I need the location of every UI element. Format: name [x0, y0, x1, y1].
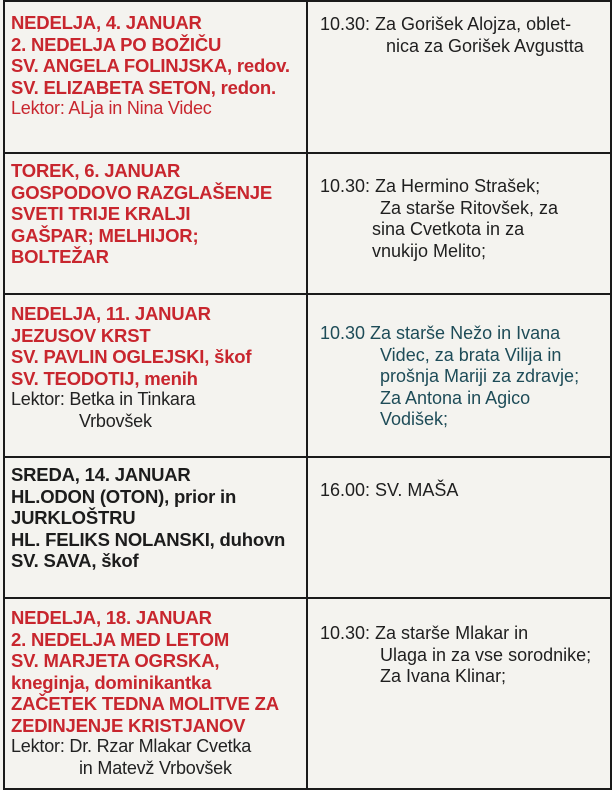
- day-line: JURKLOŠTRU: [11, 507, 136, 528]
- day-line: SV. MARJETA OGRSKA,: [11, 650, 220, 671]
- mass-line: Za starše Ritovšek, za: [380, 197, 559, 218]
- day-cell: [4, 153, 307, 294]
- day-date: NEDELJA, 11. JANUAR: [11, 303, 211, 324]
- day-line: GAŠPAR; MELHIJOR;: [11, 224, 199, 246]
- day-cell: [4, 294, 307, 457]
- day-cell: [4, 457, 307, 598]
- day-line: kneginja, dominikantka: [11, 671, 212, 693]
- mass-cell: [307, 294, 611, 457]
- mass-line: 16.00: SV. MAŠA: [320, 480, 459, 500]
- day-cell: [4, 1, 307, 153]
- day-line: JEZUSOV KRST: [11, 324, 151, 346]
- lector-line: in Matevž Vrbovšek: [79, 757, 232, 778]
- mass-cell: [307, 598, 611, 789]
- mass-line: sina Cvetkota in za: [372, 219, 525, 239]
- mass-cell: [307, 1, 611, 153]
- table-row: [4, 294, 611, 457]
- day-line: HL.ODON (OTON), prior in: [11, 485, 237, 507]
- day-line: SV. ANGELA FOLINJSKA, redov.: [11, 55, 290, 76]
- mass-line: 10.30: Za starše Mlakar in: [320, 623, 529, 643]
- day-cell: [4, 598, 307, 789]
- mass-line: vnukijo Melito;: [372, 240, 487, 261]
- mass-line: Za Antona in Agico: [380, 387, 531, 408]
- day-line: SV. SAVA, škof: [11, 550, 139, 571]
- mass-cell: [307, 457, 611, 598]
- mass-line: Vodišek;: [380, 409, 449, 429]
- table-row: [4, 153, 611, 294]
- mass-line: 10.30 Za starše Nežo in Ivana: [320, 323, 561, 343]
- lector-line: Vrbovšek: [79, 410, 152, 431]
- table-row: [4, 598, 611, 789]
- day-date: NEDELJA, 18. JANUAR: [11, 607, 212, 628]
- day-line: GOSPODOVO RAZGLAŠENJE: [11, 181, 273, 203]
- mass-cell: [307, 153, 611, 294]
- mass-schedule-table: [3, 0, 612, 790]
- day-line: HL. FELIKS NOLANSKI, duhovn: [11, 528, 286, 550]
- day-date: NEDELJA, 4. JANUAR: [11, 12, 202, 33]
- mass-line: prošnja Mariji za zdravje;: [380, 366, 580, 386]
- mass-line: Videc, za brata Vilija in: [380, 344, 562, 365]
- mass-line: Ulaga in za vse sorodnike;: [380, 644, 592, 665]
- day-line: SVETI TRIJE KRALJI: [11, 203, 191, 224]
- day-line: 2. NEDELJA PO BOŽIČU: [11, 33, 222, 55]
- day-line: SV. ELIZABETA SETON, redon.: [11, 76, 276, 98]
- mass-line: 10.30: Za Hermino Strašek;: [320, 176, 541, 196]
- mass-line: nica za Gorišek Avgustta: [386, 35, 584, 56]
- lector-line: Lektor: Dr. Rzar Mlakar Cvetka: [11, 736, 252, 756]
- mass-line: Za Ivana Klinar;: [380, 666, 507, 686]
- table-row: [4, 457, 611, 598]
- day-line: SV. PAVLIN OGLEJSKI, škof: [11, 346, 252, 367]
- day-line: SV. TEODOTIJ, menih: [11, 367, 198, 389]
- day-line: ZEDINJENJE KRISTJANOV: [11, 714, 246, 736]
- day-line: ZAČETEK TEDNA MOLITVE ZA: [11, 693, 279, 714]
- lector-line: Lektor: Betka in Tinkara: [11, 389, 196, 409]
- day-date: SREDA, 14. JANUAR: [11, 464, 191, 485]
- day-line: 2. NEDELJA MED LETOM: [11, 628, 230, 650]
- lector-line: Lektor: ALja in Nina Videc: [11, 98, 212, 118]
- day-line: BOLTEŽAR: [11, 246, 109, 267]
- day-date: TOREK, 6. JANUAR: [11, 160, 181, 181]
- table-row: [4, 1, 611, 153]
- mass-line: 10.30: Za Gorišek Alojza, oblet-: [320, 14, 572, 34]
